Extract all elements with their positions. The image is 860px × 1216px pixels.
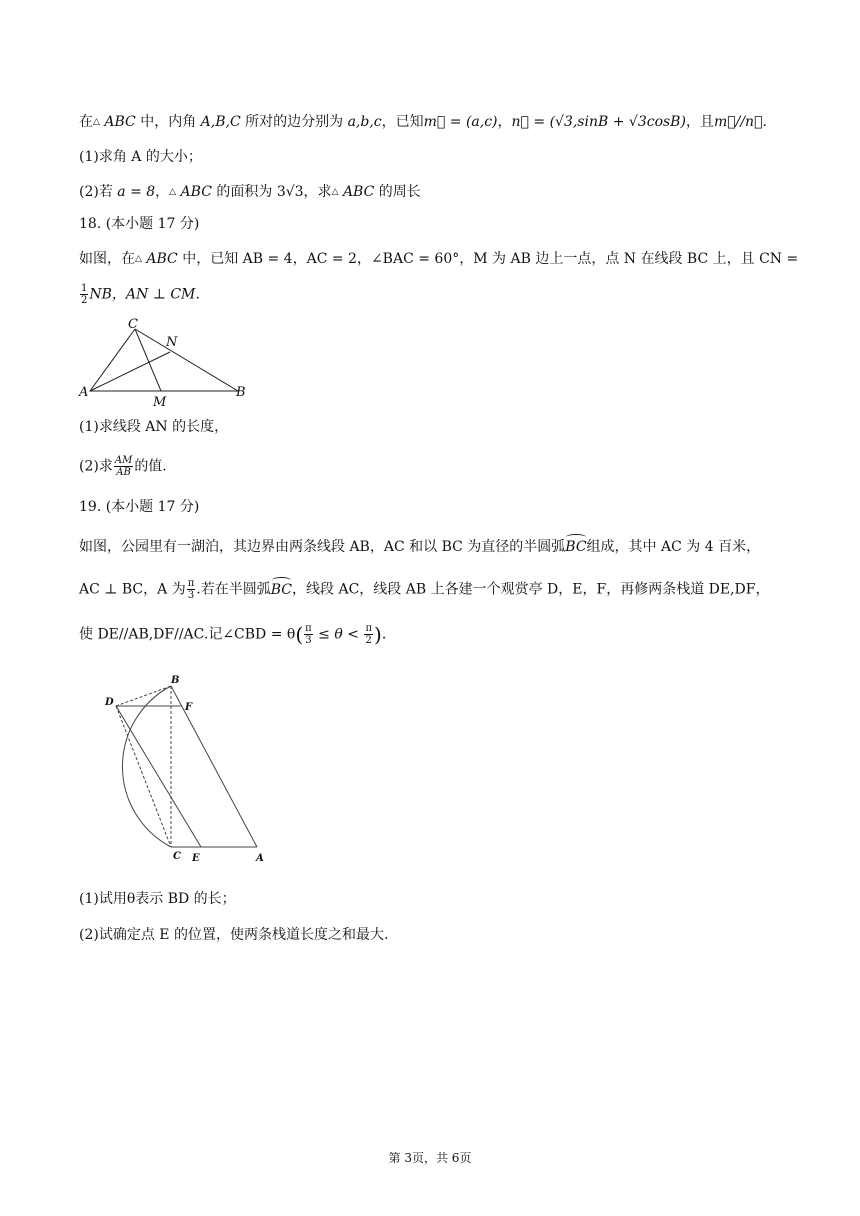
q17-statement: 在△ ABC 中，内角 A,B,C 所对的边分别为 a,b,c，已知m⃗ = (a,c)，n⃗ = (√3,sinB + √3cosB)，且m⃗//n⃗. <box>79 114 767 130</box>
q18-part1: (1)求线段 AN 的长度， <box>79 419 229 435</box>
triangle-icon: △ <box>93 117 100 127</box>
lake-figure <box>85 670 275 865</box>
fraction-pi-2: $\frac{\pi}{2}$ <box>365 623 373 646</box>
q18-header: 18. (本小题 17 分) <box>79 216 200 232</box>
label-a: A <box>256 853 264 864</box>
label-e: E <box>192 853 200 864</box>
arc-bc: BC <box>565 539 587 555</box>
label-c: C <box>173 851 181 862</box>
q19-statement-line2: AC ⊥ BC，A 为 $\frac{\pi}{3}$ .若在半圆弧BC，线段 AC，线段 AB 上各建一个观赏亭 D，E，F，再修两条栈道 DE,DF， <box>79 578 770 601</box>
label-a: A <box>79 385 89 400</box>
fraction-am-ab: $\frac{AM}{AB}$ <box>114 455 133 478</box>
label-m: M <box>153 395 167 408</box>
q19-statement-line3: 使 DE//AB,DF//AC.记∠CBD = θ( $\frac{\pi}{3}$ ≤ θ < $\frac{\pi}{2}$ ). <box>79 622 387 647</box>
q18-part2: (2)求 $\frac{AM}{AB}$ 的值. <box>79 455 167 478</box>
label-b: B <box>171 675 180 686</box>
q19-statement-line1: 如图，公园里有一湖泊，其边界由两条线段 AB，AC 和以 BC 为直径的半圆弧BC组成，其中 AC 为 4 百米， <box>79 539 761 555</box>
q17-part2: (2)若 a = 8，△ ABC 的面积为 3√3，求△ ABC 的周长 <box>79 184 421 200</box>
triangle-icon: △ <box>169 187 177 197</box>
q18-statement-line2: $\frac{1}{2}$ NB，AN ⊥ CM. <box>81 283 200 306</box>
q19-header: 19. (本小题 17 分) <box>79 499 200 515</box>
label-f: F <box>185 702 193 713</box>
label-b: B <box>236 385 246 400</box>
fraction-pi-3: $\frac{\pi}{3}$ <box>187 578 195 601</box>
q19-part2: (2)试确定点 E 的位置，使两条栈道长度之和最大. <box>79 927 389 943</box>
label-d: D <box>105 697 114 708</box>
q19-part1: (1)试用θ表示 BD 的长； <box>79 891 236 907</box>
q18-statement-line1: 如图，在△ ABC 中，已知 AB = 4，AC = 2，∠BAC = 60°，M 为 AB 边上一点，点 N 在线段 BC 上，且 CN = <box>79 251 799 267</box>
fraction-one-half: $\frac{1}{2}$ <box>81 283 88 306</box>
fraction-pi-3: $\frac{\pi}{3}$ <box>305 623 312 646</box>
triangle-icon: △ <box>135 254 142 264</box>
triangle-icon: △ <box>331 187 339 197</box>
triangle-figure <box>78 316 253 408</box>
label-c: C <box>128 317 138 332</box>
q17-part1: (1)求角 A 的大小； <box>79 149 202 165</box>
arc-bc: BC <box>270 581 293 598</box>
page-footer: 第 3页，共 6页 <box>388 1151 472 1165</box>
label-n: N <box>166 335 178 350</box>
